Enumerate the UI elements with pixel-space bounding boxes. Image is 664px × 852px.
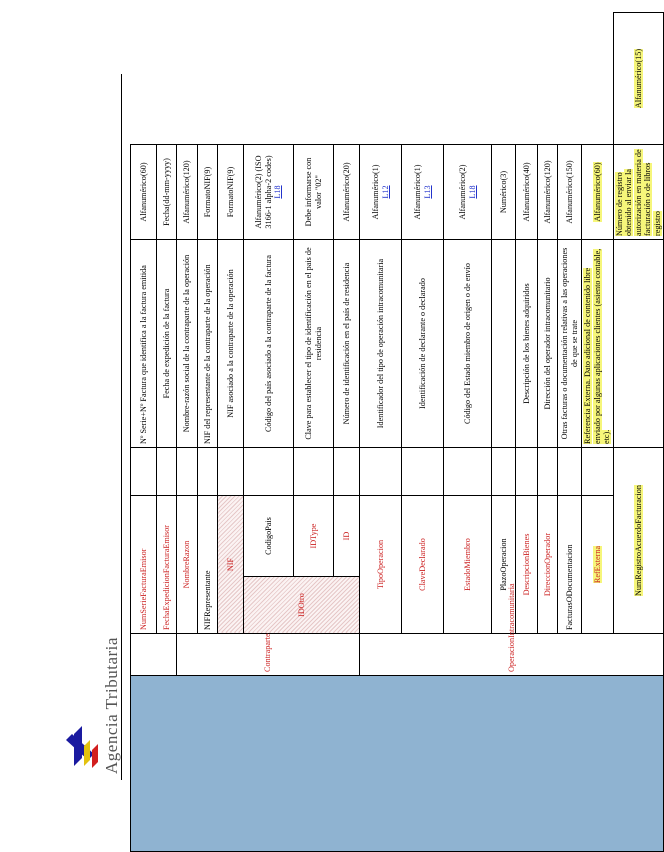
field-format: FormatoNIF(9) bbox=[218, 145, 244, 240]
field-format-line: valor "02" bbox=[313, 175, 323, 209]
field-format: FormatoNIF(9) bbox=[198, 145, 218, 240]
field-name: DireccionOperador bbox=[538, 496, 558, 634]
field-format: Alfanumérico(120) bbox=[538, 145, 558, 240]
field-format: Alfanumérico(150) bbox=[558, 145, 582, 240]
field-description: Identificador del tipo de operación intracomunitaria bbox=[360, 240, 402, 448]
field-description: Dirección del operador intracomunitario bbox=[538, 240, 558, 448]
field-format: Alfanumérico(1) bbox=[371, 164, 381, 220]
field-description: Otras facturas o documentación relativas a las operaciones de que se trate bbox=[558, 240, 582, 448]
group-operacion-intracomunitaria: OperacionIntracomunitaria bbox=[360, 634, 664, 676]
field-description: NIF asociado a la contraparte de la operación bbox=[218, 240, 244, 448]
blue-margin-column bbox=[131, 676, 664, 852]
field-name: EstadoMiembro bbox=[444, 496, 492, 634]
field-name: NumRegistroAcuerdoFacturacion bbox=[633, 485, 643, 596]
field-name: FechaExpedicionFacturaEmisor bbox=[157, 496, 177, 634]
table-row bbox=[131, 13, 157, 852]
field-format: Alfanumérico(2) bbox=[458, 164, 468, 220]
header-rule bbox=[121, 74, 122, 780]
field-spec-table bbox=[130, 12, 664, 852]
field-name: NombreRazon bbox=[177, 496, 198, 634]
list-link[interactable]: L18 bbox=[273, 185, 283, 199]
field-format: Alfanumérico(1) bbox=[413, 164, 423, 220]
field-description: Número de registro obtenido al enviar la autorización en materia de facturación o de libros registro bbox=[615, 149, 662, 236]
field-format: Alfanumérico(2) (ISO 3166-1 alpha-2 codes) bbox=[254, 155, 273, 229]
list-link[interactable]: L13 bbox=[422, 185, 432, 199]
field-description: Código del país asociado a la contraparte de la factura bbox=[244, 240, 294, 448]
field-name: IDOtro bbox=[244, 577, 360, 634]
field-name: TipoOperacion bbox=[360, 496, 402, 634]
field-format: Alfanumérico(15) bbox=[633, 48, 643, 109]
field-format-line: Debe informarse con bbox=[304, 157, 314, 227]
field-format: Alfanumérico(20) bbox=[334, 145, 360, 240]
subfield-name: IDType bbox=[294, 496, 334, 577]
field-description bbox=[492, 240, 516, 448]
field-format: Alfanumérico(40) bbox=[516, 145, 538, 240]
field-description: Clave para establecer el tipo de identificación en el pais de residencia bbox=[294, 240, 334, 448]
field-name: NIF bbox=[218, 496, 244, 634]
brand-name: Agencia Tributaria bbox=[102, 637, 121, 774]
field-description: Referencia Externa. Dato adicional de contenido libre enviado por algunas aplicaciones clientes (asiento contable, etc). bbox=[583, 248, 612, 444]
agencia-tributaria-logo-icon bbox=[58, 726, 102, 770]
field-name: ClaveDeclarado bbox=[402, 496, 444, 634]
field-format: Fecha(dd-mm-yyyy) bbox=[157, 145, 177, 240]
list-link[interactable]: L12 bbox=[380, 185, 390, 199]
field-description: NIF del representante de la contraparte de la operación bbox=[198, 240, 218, 448]
field-description: Fecha de expedición de la factura bbox=[157, 240, 177, 448]
group-contraparte: Contraparte bbox=[177, 634, 360, 676]
field-name: PlazoOperacion bbox=[492, 496, 516, 634]
field-name: NumSerieFacturaEmisor bbox=[131, 496, 157, 634]
field-name: DescripcionBienes bbox=[516, 496, 538, 634]
field-name: NIFRepresentante bbox=[198, 496, 218, 634]
field-name: FacturasODocumentacion bbox=[558, 496, 582, 634]
field-format: Alfanumérico(60) bbox=[131, 145, 157, 240]
field-description: Descripción de los bienes adquiridos bbox=[516, 240, 538, 448]
field-description: Identificación de declarante o declarado bbox=[402, 240, 444, 448]
field-description: Código del Estado miembro de origen o de envío bbox=[444, 240, 492, 448]
field-name: RefExterna bbox=[592, 545, 602, 584]
field-description: Nº Serie+Nº Factura que identifica a la factura emitida bbox=[131, 240, 157, 448]
field-description: Número de identificación en el país de residencia bbox=[334, 240, 360, 448]
subfield-name: CodigoPais bbox=[244, 496, 294, 577]
field-format: Alfanumérico(60) bbox=[592, 162, 602, 222]
field-description: Nombre-razón social de la contraparte de la operación bbox=[177, 240, 198, 448]
list-link[interactable]: L18 bbox=[467, 185, 477, 199]
subfield-name: ID bbox=[334, 496, 360, 577]
field-format: Numérico(3) bbox=[492, 145, 516, 240]
field-format: Alfanumérico(120) bbox=[177, 145, 198, 240]
